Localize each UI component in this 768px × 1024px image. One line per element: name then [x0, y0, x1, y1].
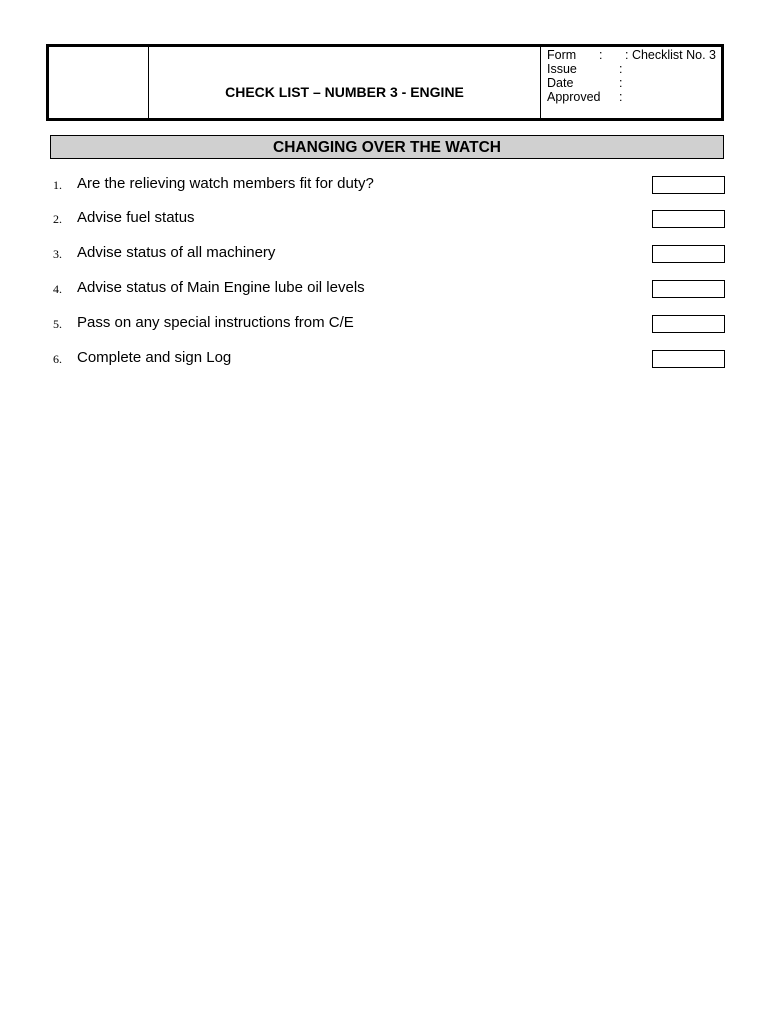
- check-box[interactable]: [652, 280, 725, 298]
- title-cell: [149, 47, 541, 118]
- meta-colon-approved: :: [619, 90, 623, 104]
- section-title: CHANGING OVER THE WATCH: [273, 139, 501, 156]
- item-number: 3.: [53, 247, 62, 261]
- checklist-item: [0, 244, 768, 264]
- meta-row-date: [547, 76, 719, 90]
- item-text: Advise status of all machinery: [77, 244, 276, 261]
- checklist-item: [0, 175, 768, 195]
- item-number: 4.: [53, 282, 62, 296]
- item-text: Complete and sign Log: [77, 349, 232, 366]
- meta-label-date: Date: [547, 76, 574, 90]
- checklist-item: [0, 279, 768, 299]
- item-text: Advise fuel status: [77, 209, 195, 226]
- meta-label-form: Form: [547, 48, 577, 62]
- document-header: [46, 44, 724, 121]
- meta-label-approved: Approved: [547, 90, 601, 104]
- check-box[interactable]: [652, 245, 725, 263]
- document-title: CHECK LIST – NUMBER 3 - ENGINE: [225, 84, 464, 100]
- meta-label-issue: Issue: [547, 62, 577, 76]
- section-header: [50, 135, 724, 159]
- item-number: 6.: [53, 352, 62, 366]
- meta-row-approved: [547, 90, 719, 104]
- checklist-item: [0, 349, 768, 369]
- item-text: Pass on any special instructions from C/E: [77, 314, 354, 331]
- check-box[interactable]: [652, 315, 725, 333]
- meta-value-form: : Checklist No. 3: [625, 48, 717, 62]
- check-box[interactable]: [652, 210, 725, 228]
- item-text: Are the relieving watch members fit for duty?: [77, 175, 374, 192]
- meta-row-issue: [547, 62, 719, 76]
- meta-row-form: [547, 48, 719, 62]
- item-number: 2.: [53, 212, 62, 226]
- meta-colon-date: :: [619, 76, 623, 90]
- item-text: Advise status of Main Engine lube oil levels: [77, 279, 365, 296]
- checklist-item: [0, 209, 768, 229]
- checklist-item: [0, 314, 768, 334]
- logo-cell: [49, 47, 149, 118]
- check-box[interactable]: [652, 176, 725, 194]
- check-box[interactable]: [652, 350, 725, 368]
- meta-colon-form: :: [599, 48, 603, 62]
- item-number: 1.: [53, 178, 62, 192]
- meta-colon-issue: :: [619, 62, 623, 76]
- document-meta: [541, 47, 721, 118]
- item-number: 5.: [53, 317, 62, 331]
